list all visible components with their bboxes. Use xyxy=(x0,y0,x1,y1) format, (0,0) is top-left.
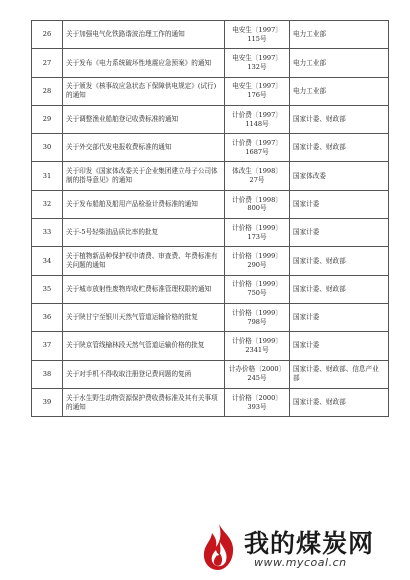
document-code: 计办价格〔2000〕245号 xyxy=(225,360,290,388)
document-code: 计价费〔1997〕1687号 xyxy=(225,134,290,162)
document-code: 电安生〔1997〕176号 xyxy=(225,77,290,105)
document-title: 关于对手机不得收取注册登记费问题的复函 xyxy=(63,360,225,388)
table-row xyxy=(32,360,389,388)
document-code: 计价格〔1999〕2341号 xyxy=(225,332,290,360)
row-number: 26 xyxy=(32,21,63,49)
row-number: 39 xyxy=(32,388,63,416)
table-row xyxy=(32,247,389,275)
table-row xyxy=(32,303,389,331)
table-row xyxy=(32,388,389,416)
document-code: 计价格〔2000〕393号 xyxy=(225,388,290,416)
regulations-table-body xyxy=(32,21,389,417)
table-row xyxy=(32,105,389,133)
document-title: 关于城市放射性废物库收贮费标准管理权限的通知 xyxy=(63,275,225,303)
document-title: 关于-5号轻柴油品质比率的批复 xyxy=(63,219,225,247)
table-row xyxy=(32,134,389,162)
issuing-department: 国家计委 xyxy=(290,190,389,218)
logo-name: 我的煤炭网 xyxy=(244,529,375,558)
document-title: 关于加强电气化铁路谐波治理工作的通知 xyxy=(63,21,225,49)
site-logo[interactable] xyxy=(198,522,403,574)
flame-logo-icon xyxy=(198,522,240,572)
document-title: 关于陕甘宁至银川天然气管道运输价格的批复 xyxy=(63,303,225,331)
table-row xyxy=(32,21,389,49)
table-row xyxy=(32,190,389,218)
issuing-department: 国家计委、财政部 xyxy=(290,275,389,303)
row-number: 29 xyxy=(32,105,63,133)
issuing-department: 电力工业部 xyxy=(290,49,389,77)
document-code: 计价格〔1999〕750号 xyxy=(225,275,290,303)
issuing-department: 国家计委、财政部 xyxy=(290,388,389,416)
issuing-department: 国家计委 xyxy=(290,332,389,360)
row-number: 33 xyxy=(32,219,63,247)
issuing-department: 电力工业部 xyxy=(290,77,389,105)
regulations-table xyxy=(31,20,389,417)
row-number: 28 xyxy=(32,77,63,105)
table-row xyxy=(32,162,389,190)
document-code: 计价费〔1997〕1148号 xyxy=(225,105,290,133)
document-title: 关于颁发《核事故应急状态下保障供电规定》(试行)的通知 xyxy=(63,77,225,105)
document-title: 关于发布船舶及船用产品检验计费标准的通知 xyxy=(63,190,225,218)
issuing-department: 国家计委、财政部 xyxy=(290,134,389,162)
table-row xyxy=(32,77,389,105)
row-number: 27 xyxy=(32,49,63,77)
row-number: 37 xyxy=(32,332,63,360)
document-code: 电安生〔1997〕132号 xyxy=(225,49,290,77)
document-code: 计价格〔1999〕798号 xyxy=(225,303,290,331)
document-code: 计价格〔1999〕173号 xyxy=(225,219,290,247)
issuing-department: 国家体改委 xyxy=(290,162,389,190)
document-title: 关于外交部代发电报收费标准的通知 xyxy=(63,134,225,162)
table-row xyxy=(32,219,389,247)
table-row xyxy=(32,275,389,303)
issuing-department: 国家计委 xyxy=(290,303,389,331)
document-code: 计价费〔1998〕800号 xyxy=(225,190,290,218)
document-code: 电安生〔1997〕115号 xyxy=(225,21,290,49)
row-number: 32 xyxy=(32,190,63,218)
document-code: 计价格〔1999〕290号 xyxy=(225,247,290,275)
issuing-department: 电力工业部 xyxy=(290,21,389,49)
issuing-department: 国家计委、财政部 xyxy=(290,105,389,133)
table-row xyxy=(32,332,389,360)
issuing-department: 国家计委、财政部 xyxy=(290,247,389,275)
document-title: 关于陕京管线榆林段天然气管道运输价格的批复 xyxy=(63,332,225,360)
row-number: 30 xyxy=(32,134,63,162)
document-title: 关于水生野生动物资源保护费收费标准及其有关事项的通知 xyxy=(63,388,225,416)
row-number: 31 xyxy=(32,162,63,190)
row-number: 36 xyxy=(32,303,63,331)
document-title: 关于植物新品种保护权申请费、审查费、年费标准有关问题的通知 xyxy=(63,247,225,275)
issuing-department: 国家计委、财政部、信息产业部 xyxy=(290,360,389,388)
issuing-department: 国家计委 xyxy=(290,219,389,247)
row-number: 35 xyxy=(32,275,63,303)
document-title: 关于发布《电力系统破坏性地震应急预案》的通知 xyxy=(63,49,225,77)
row-number: 38 xyxy=(32,360,63,388)
document-code: 体改生〔1998〕27号 xyxy=(225,162,290,190)
logo-url[interactable]: www.mycoal.cn xyxy=(254,556,347,569)
document-title: 关于印发《国家体改委关于企业集团建立母子公司体制的指导意见》的通知 xyxy=(63,162,225,190)
document-title: 关于调整渔业船舶登记收费标准的通知 xyxy=(63,105,225,133)
table-row xyxy=(32,49,389,77)
row-number: 34 xyxy=(32,247,63,275)
